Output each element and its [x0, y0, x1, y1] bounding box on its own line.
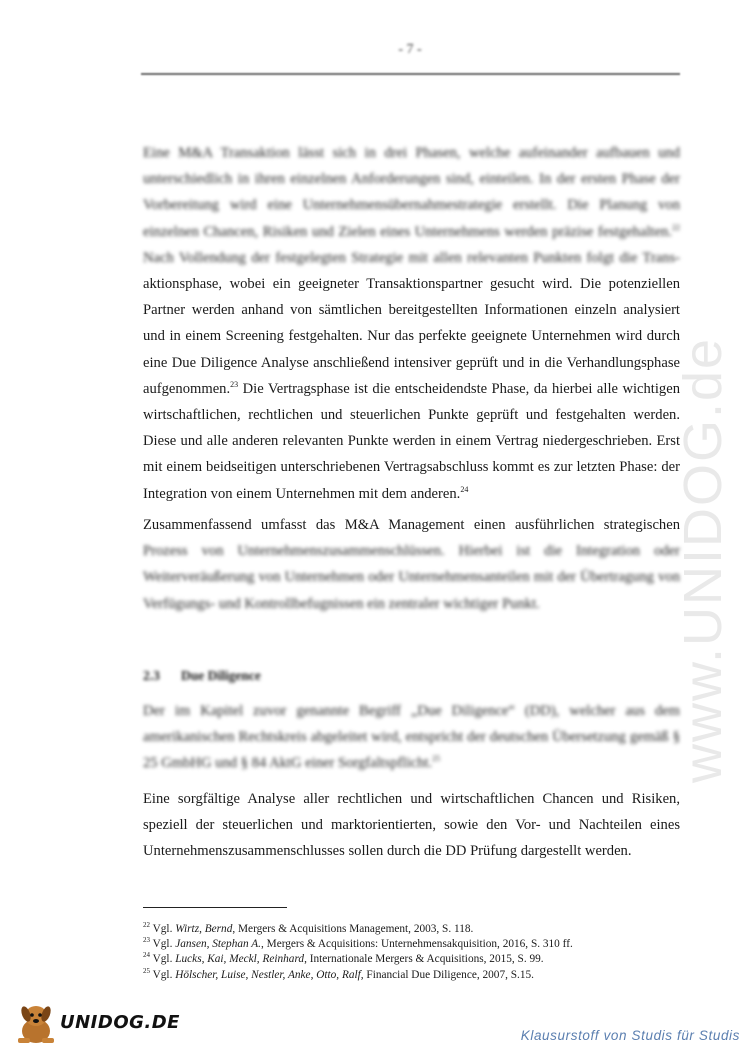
footnotes: [143, 922, 683, 983]
footnote-item: $^{24}$ Vgl. Lucks, Kai, Meckl, Reinhard, Internationale Mergers & Acquisitions, 2015, S. 99.: [143, 951, 544, 966]
visible-text: aktionsphase, wobei ein geeigneter Transaktionspartner gesucht wird. Die potenziellen Partner werden anhand von sämtlichen bereitgestellten Informationen einzeln analysiert und in einem Screening festgehalten. Nur das perfekte geeignete Unternehmen wird durch eine Due Diligence Analyse anschließend intensiver geprüft und in die Verhandlungsphase aufgenommen.: [143, 276, 680, 397]
section-title: Due Diligence: [181, 668, 261, 683]
footnote-ref: 24: [460, 484, 469, 494]
dog-icon: [14, 998, 58, 1048]
page-number: - 7 -: [398, 42, 422, 57]
watermark-text: www.UNIDOG.de: [673, 336, 733, 784]
footnote-item: $^{23}$ Vgl. Jansen, Stephan A., Mergers & Acquisitions: Unternehmensakquisition, 2016, S. 310 ff.: [143, 936, 573, 951]
blurred-text: Eine M&A Transaktion lässt sich in drei Phasen, welche aufeinander aufbauen und unterschiedlich in ihren einzelnen Anforderungen sind, einteilen. In der ersten Phase der Vorbereitung wird eine Unternehmensübernahmestrategie erstellt. Die Planung von einzelnen Chancen, Risiken und Zielen eines Unternehmens werden präzise festgehalten.$^{22}$ Nach Vollendung der festgelegten Strategie mit allen relevanten Punkten folgt die Trans-: [143, 145, 680, 266]
footnote-ref: 23: [230, 379, 239, 389]
header-rule: [141, 73, 680, 75]
visible-text: Zusammenfassend umfasst das M&A Management einen ausführlichen strategischen: [143, 517, 680, 533]
footnote-ref: 22: [672, 222, 680, 232]
footnote-item: $^{25}$ Vgl. Hölscher, Luise, Nestler, Anke, Otto, Ralf, Financial Due Diligence, 2007, S.15.: [143, 966, 534, 981]
visible-text: Die Vertragsphase ist die entscheidendste Phase, da hierbei alle wichtigen wirtschaftlichen, rechtlichen und steuerlichen Punkte geprüft und festgehalten werden. Diese und alle anderen relevanten Punkte werden in einem Vertrag niedergeschrieben. Erst mit einem beidseitigen unterschriebenen Vertragsabschluss kommt es zur letzten Phase: der Integration von einem Unternehmen mit dem anderen.: [143, 380, 680, 502]
section-number: 2.3: [143, 668, 160, 683]
paragraph-due-diligence-analysis: [143, 786, 680, 865]
footnote-ref: 25: [432, 754, 441, 764]
visible-text: Eine sorgfältige Analyse aller rechtlichen und wirtschaftlichen Chancen und Risiken, speziell der steuerlichen und marktorientierten, sowie den Vor- und Nachteilen eines Unternehmenszusammenschlusses sollen durch die DD Prüfung dargestellt werden.: [143, 791, 680, 860]
blurred-text: Prozess von Unternehmenszusammenschlüssen. Hierbei ist die Integration oder Weiterveräußerung von Unternehmen oder Unternehmensanteilen mit der Übertragung von Verfügungs- und Kontrollbefugnissen ein zentraler wichtiger Punkt.: [143, 543, 680, 612]
paragraph-due-diligence-definition: Der im Kapitel zuvor genannte Begriff „Due Diligence“ (DD), welcher aus dem amerikanischen Rechtskreis abgeleitet wird, entspricht der deutschen Übersetzung gemäß § 25 GmbHG und § 84 AktG einer Sorgfaltspflicht.$^{25}$: [143, 703, 680, 772]
paragraph-transaction-phases: [143, 140, 680, 507]
footer-slogan: Klausurstoff von Studis für Studis: [520, 1028, 740, 1043]
logo-text: UNIDOG.DE: [60, 1012, 180, 1033]
footnote-separator: [143, 907, 287, 908]
paragraph-summary: [143, 512, 680, 617]
section-heading: [143, 668, 261, 684]
footnote-item: $^{22}$ Vgl. Wirtz, Bernd, Mergers & Acquisitions Management, 2003, S. 118.: [143, 921, 474, 935]
unidog-logo[interactable]: [14, 998, 180, 1048]
